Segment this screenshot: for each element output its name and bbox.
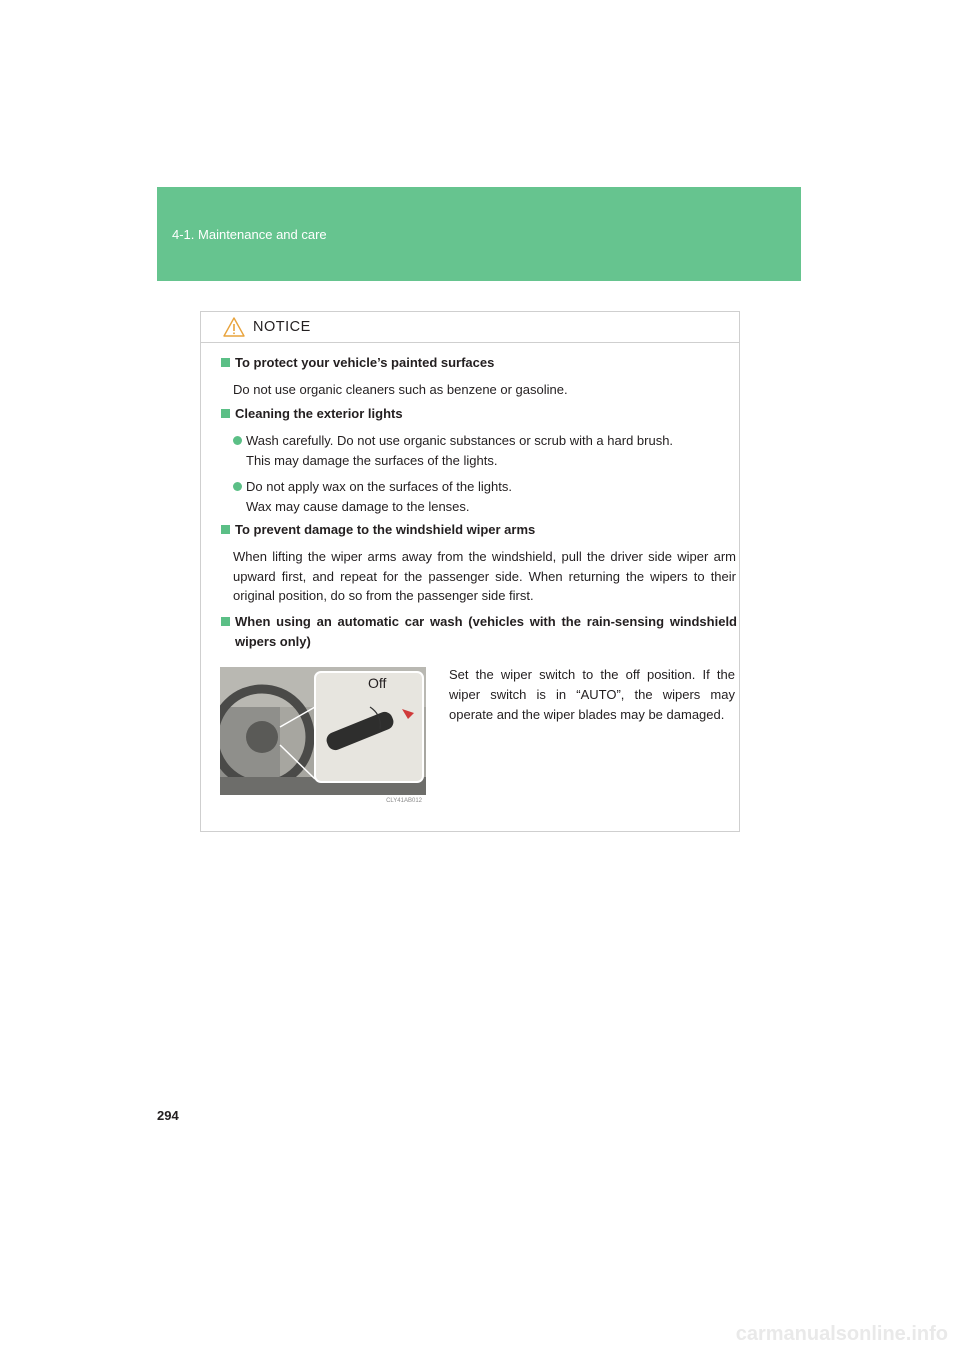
square-bullet-icon — [221, 525, 230, 534]
notice-header — [201, 312, 739, 343]
notice-label: NOTICE — [253, 319, 311, 335]
section-heading-wiper-arms: To prevent damage to the windshield wiper arms — [221, 522, 535, 537]
dot-bullet-icon — [233, 482, 242, 491]
wiper-switch-photo — [220, 667, 426, 805]
header-band — [157, 187, 801, 281]
section-text-painted-surfaces: Do not use organic cleaners such as benzene or gasoline. — [233, 382, 568, 397]
image-code: CLY41AB012 — [386, 798, 422, 804]
bullet-item — [233, 477, 733, 517]
section-heading-painted-surfaces: To protect your vehicle’s painted surfaces — [221, 355, 494, 370]
section-heading-exterior-lights: Cleaning the exterior lights — [221, 406, 403, 421]
bullet-text: Wash carefully. Do not use organic substances or scrub with a hard brush. This may damage the surfaces of the lights. — [246, 433, 674, 468]
dot-bullet-icon — [233, 436, 242, 445]
notice-box — [200, 311, 740, 832]
callout-off: Off — [368, 675, 387, 691]
section-title: 4-1. Maintenance and care — [172, 227, 327, 242]
car-wash-instruction: Set the wiper switch to the off position. If the wiper switch is in “AUTO”, the wipers may operate and the wiper blades may be damaged. — [449, 667, 735, 722]
section-text-wiper-arms: When lifting the wiper arms away from the windshield, pull the driver side wiper arm upward first, and repeat for the passenger side. When returning the wipers to their original position, do so from the passenger side first. — [233, 549, 736, 603]
bullet-text: Do not apply wax on the surfaces of the lights. Wax may cause damage to the lenses. — [246, 479, 512, 514]
warning-icon — [223, 317, 245, 337]
wiper-switch-illustration — [220, 667, 426, 805]
square-bullet-icon — [221, 358, 230, 367]
square-bullet-icon — [221, 409, 230, 418]
footer-watermark: carmanualsonline.info — [735, 1323, 948, 1345]
page-number: 294 — [157, 1108, 179, 1123]
bullet-item — [233, 431, 733, 471]
section-heading-car-wash: When using an automatic car wash (vehicles with the rain-sensing windshield wipers only) — [221, 612, 737, 651]
square-bullet-icon — [221, 617, 230, 626]
